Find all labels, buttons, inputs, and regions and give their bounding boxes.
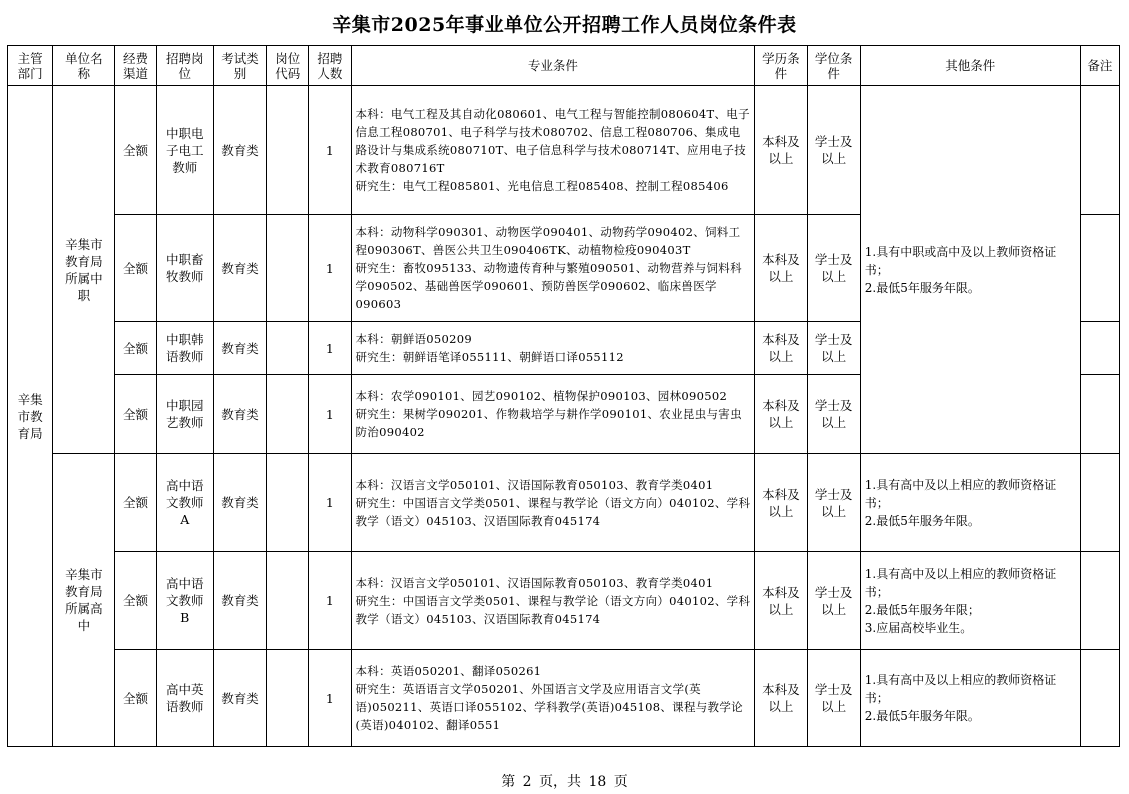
position-cell: 中职园艺教师 [156,375,213,454]
page-title: 辛集市2025年事业单位公开招聘工作人员岗位条件表 [332,14,797,36]
position-cell: 高中语文教师B [156,552,213,650]
exam-cell: 教育类 [213,552,266,650]
education-cell: 本科及以上 [755,322,807,375]
table-row [8,552,1120,650]
major-graduate: 研究生：中国语言文学类0501、课程与教学论（语文方向）040102、学科教学（语文）045103、汉语国际教育045174 [355,495,751,528]
remark-cell [1080,322,1119,375]
header-funding: 经费渠道 [115,46,156,86]
major-undergrad: 本科：动物科学090301、动物医学090401、动物药学090402、饲料工程090306T、兽医公共卫生090406TK、动植物检疫090403T [355,225,741,257]
degree-cell: 学士及以上 [807,215,860,322]
other-line: 1.具有高中及以上相应的教师资格证书； [864,477,1057,510]
funding-cell: 全额 [115,454,156,552]
education-cell: 本科及以上 [755,86,807,215]
count-cell: 1 [309,86,351,215]
exam-cell: 教育类 [213,322,266,375]
table-row [8,650,1120,747]
remark-cell [1080,650,1119,747]
count-cell: 1 [309,375,351,454]
position-cell: 中职韩语教师 [156,322,213,375]
count-cell: 1 [309,454,351,552]
degree-cell: 学士及以上 [807,552,860,650]
header-exam: 考试类别 [213,46,266,86]
other-line: 2.最低5年服务年限。 [864,709,980,723]
other-line: 2.最低5年服务年限； [864,602,980,617]
other-line: 2.最低5年服务年限。 [864,513,980,528]
education-cell: 本科及以上 [755,552,807,650]
education-cell: 本科及以上 [755,215,807,322]
major-graduate: 研究生：英语语言文学050201、外国语言文学及应用语言文学(英语)050211、英语口译055102、学科教学(英语)045108、课程与教学论(英语)040102、翻译0551 [355,682,743,732]
funding-cell: 全额 [115,322,156,375]
major-undergrad: 本科：电气工程及其自动化080601、电气工程与智能控制080604T、电子信息工程080701、电子科学与技术080702、信息工程080706、集成电路设计与集成系统080710T、电子信息科学与技术080714T、应用电子技术教育080716T [355,107,750,175]
remark-cell [1080,552,1119,650]
education-cell: 本科及以上 [755,650,807,747]
major-cell [351,375,755,454]
major-undergrad: 本科：汉语言文学050101、汉语国际教育050103、教育学类0401 [355,575,714,590]
degree-cell: 学士及以上 [807,375,860,454]
funding-cell: 全额 [115,375,156,454]
unit-cell-vocational: 辛集市教育局所属中职 [53,86,115,454]
other-line: 1.具有中职或高中及以上教师资格证书； [864,244,1057,277]
major-graduate: 研究生：畜牧095133、动物遗传育种与繁殖090501、动物营养与饲料科学090502、基础兽医学090601、预防兽医学090602、临床兽医学090603 [355,261,742,311]
position-cell: 中职电子电工教师 [156,86,213,215]
header-dept: 主管部门 [8,46,53,86]
header-education: 学历条件 [755,46,807,86]
major-undergrad: 本科：汉语言文学050101、汉语国际教育050103、教育学类0401 [355,477,714,492]
degree-cell: 学士及以上 [807,454,860,552]
education-cell: 本科及以上 [755,454,807,552]
major-cell [351,552,755,650]
position-table [7,45,1120,747]
major-undergrad: 本科：朝鲜语050209 [355,332,472,346]
header-major: 专业条件 [351,46,755,86]
major-graduate: 研究生：中国语言文学类0501、课程与教学论（语文方向）040102、学科教学（语文）045103、汉语国际教育045174 [355,593,751,626]
header-count: 招聘人数 [309,46,351,86]
major-cell [351,650,755,747]
code-cell [267,454,309,552]
other-line: 3.应届高校毕业生。 [864,620,973,635]
header-row [8,46,1120,86]
exam-cell: 教育类 [213,215,266,322]
unit-cell-highschool: 辛集市教育局所属高中 [53,454,115,747]
code-cell [267,322,309,375]
major-cell [351,454,755,552]
header-other: 其他条件 [860,46,1080,86]
header-remark: 备注 [1080,46,1119,86]
funding-cell: 全额 [115,650,156,747]
remark-cell [1080,215,1119,322]
major-cell [351,215,755,322]
code-cell [267,552,309,650]
table-row [8,454,1120,552]
remark-cell [1080,86,1119,215]
exam-cell: 教育类 [213,454,266,552]
funding-cell: 全额 [115,215,156,322]
degree-cell: 学士及以上 [807,86,860,215]
count-cell: 1 [309,552,351,650]
code-cell [267,86,309,215]
remark-cell [1080,375,1119,454]
header-degree: 学位条件 [807,46,860,86]
exam-cell: 教育类 [213,650,266,747]
header-position: 招聘岗位 [156,46,213,86]
major-undergrad: 本科：英语050201、翻译050261 [355,664,542,678]
major-graduate: 研究生：电气工程085801、光电信息工程085408、控制工程085406 [355,179,729,193]
other-cell [860,650,1080,747]
count-cell: 1 [309,215,351,322]
major-cell [351,322,755,375]
header-code: 岗位代码 [267,46,309,86]
education-cell: 本科及以上 [755,375,807,454]
other-cell-vocational [860,86,1080,454]
page-footer: 第 2 页，共 18 页 [501,774,628,790]
count-cell: 1 [309,322,351,375]
code-cell [267,375,309,454]
dept-cell: 辛集市教育局 [8,86,53,747]
degree-cell: 学士及以上 [807,650,860,747]
other-line: 1.具有高中及以上相应的教师资格证书； [864,673,1057,705]
other-line: 1.具有高中及以上相应的教师资格证书； [864,566,1057,599]
table-row [8,86,1120,215]
major-graduate: 研究生：果树学090201、作物栽培学与耕作学090101、农业昆虫与害虫防治090402 [355,407,742,439]
remark-cell [1080,454,1119,552]
other-cell [860,454,1080,552]
position-cell: 高中英语教师 [156,650,213,747]
exam-cell: 教育类 [213,86,266,215]
major-graduate: 研究生：朝鲜语笔译055111、朝鲜语口译055112 [355,350,624,364]
count-cell: 1 [309,650,351,747]
code-cell [267,650,309,747]
degree-cell: 学士及以上 [807,322,860,375]
exam-cell: 教育类 [213,375,266,454]
other-line: 2.最低5年服务年限。 [864,280,980,295]
header-unit: 单位名称 [53,46,115,86]
funding-cell: 全额 [115,86,156,215]
funding-cell: 全额 [115,552,156,650]
major-cell [351,86,755,215]
position-cell: 中职畜牧教师 [156,215,213,322]
position-cell: 高中语文教师A [156,454,213,552]
other-cell [860,552,1080,650]
code-cell [267,215,309,322]
major-undergrad: 本科：农学090101、园艺090102、植物保护090103、园林090502 [355,389,728,403]
